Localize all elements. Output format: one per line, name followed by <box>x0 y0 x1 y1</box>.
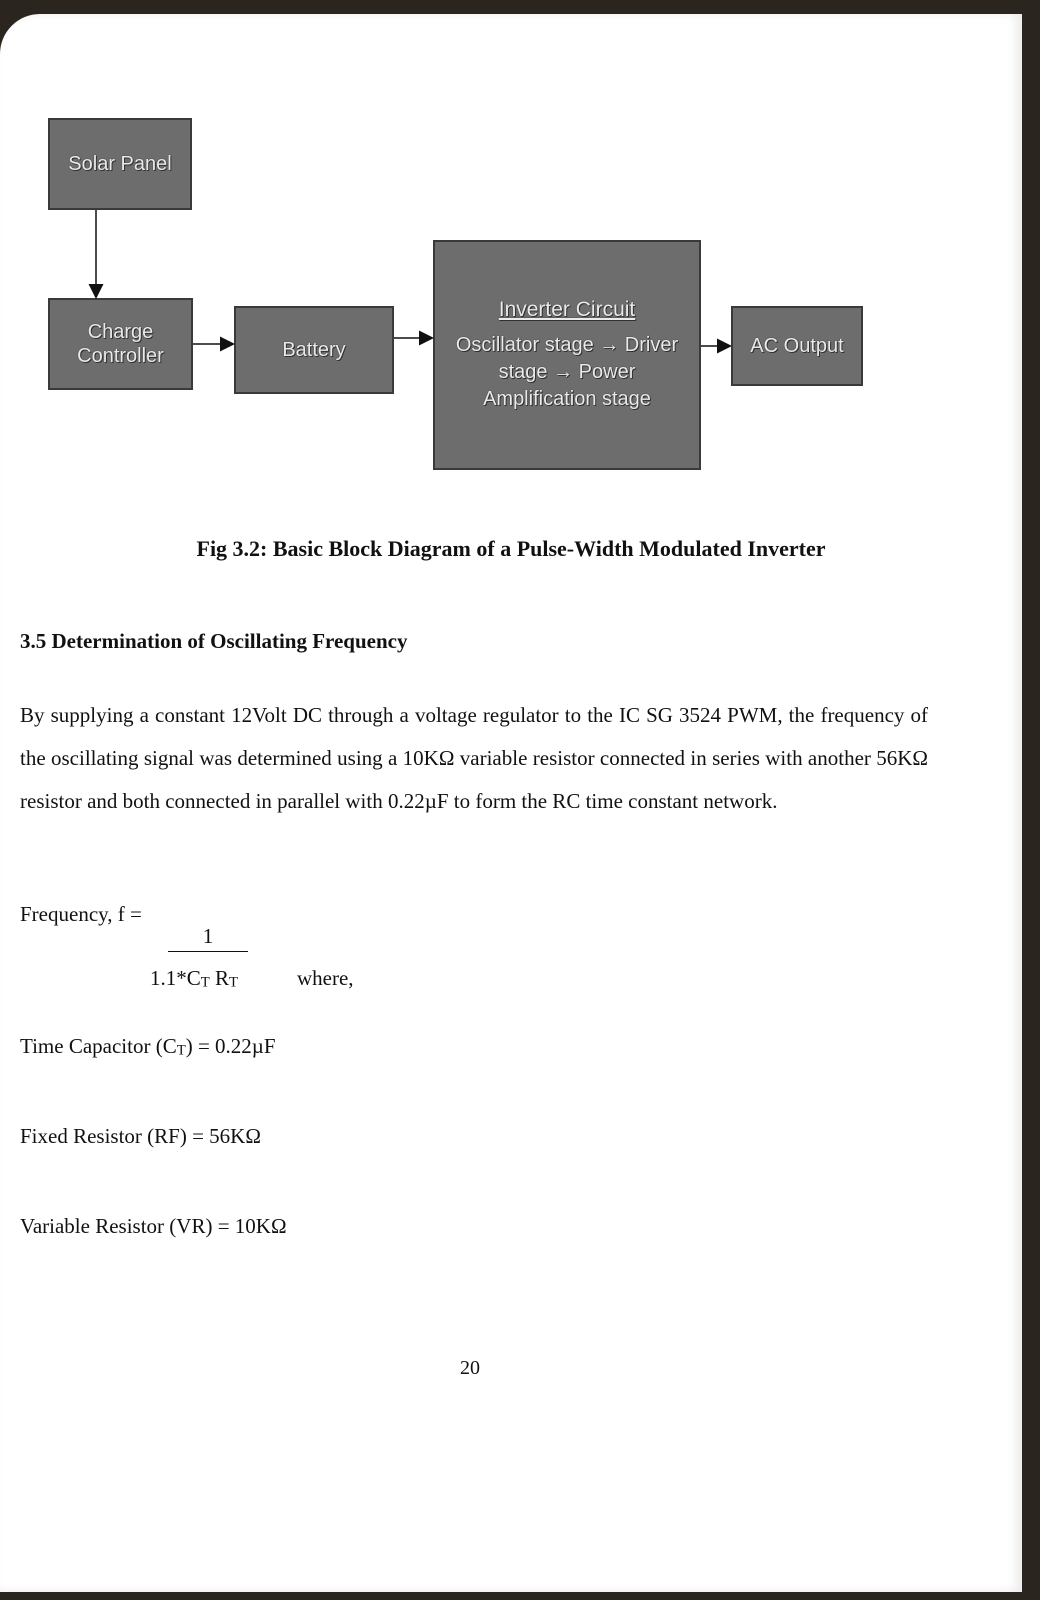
frequency-formula-label: Frequency, f = <box>20 902 142 926</box>
denominator-sub-1: T <box>200 974 210 991</box>
figure-caption: Fig 3.2: Basic Block Diagram of a Pulse-Width Modulated Inverter <box>196 536 826 561</box>
inverter-stage-line-2: stage → Power <box>498 360 636 383</box>
denominator-sub-2: T <box>229 974 238 991</box>
ac-output-label: AC Output <box>750 335 844 357</box>
block-diagram <box>0 14 1022 514</box>
charge-controller-label-1: Charge <box>87 321 154 343</box>
formula-numerator: 1 <box>168 924 248 952</box>
diagram-arrows <box>0 14 1022 514</box>
body-paragraph: By supplying a constant 12Volt DC through a voltage regulator to the IC SG 3524 PWM, the frequency of the oscillating signal was determined using a 10KΩ variable resistor connected in series with another 56KΩ resistor and both connected in parallel with 0.22µF to form the RC time constant network. <box>20 703 928 813</box>
inverter-stage-line-3: Amplification stage <box>483 387 651 410</box>
denominator-prefix: 1.1*C <box>150 966 201 990</box>
denominator-mid: R <box>209 966 230 990</box>
formula-where: where, <box>297 966 354 990</box>
charge-controller-label-2: Controller <box>77 345 164 367</box>
fixed-resistor-line: Fixed Resistor (RF) = 56KΩ <box>20 1124 261 1148</box>
variable-resistor-line: Variable Resistor (VR) = 10KΩ <box>20 1214 287 1238</box>
time-capacitor-prefix: Time Capacitor (C <box>20 1034 177 1058</box>
section-heading: 3.5 Determination of Oscillating Frequency <box>20 629 408 653</box>
inverter-circuit-title: Inverter Circuit <box>498 297 636 321</box>
page-number: 20 <box>460 1357 480 1379</box>
battery-label: Battery <box>282 339 346 361</box>
inverter-stage-line-1: Oscillator stage → Driver <box>455 333 679 356</box>
time-capacitor-sub: T <box>176 1042 186 1059</box>
time-capacitor-line <box>20 1034 276 1059</box>
formula-denominator <box>150 966 238 991</box>
solar-panel-label: Solar Panel <box>68 153 172 175</box>
time-capacitor-suffix: ) = 0.22µF <box>185 1034 276 1058</box>
document-page <box>0 14 1022 1592</box>
